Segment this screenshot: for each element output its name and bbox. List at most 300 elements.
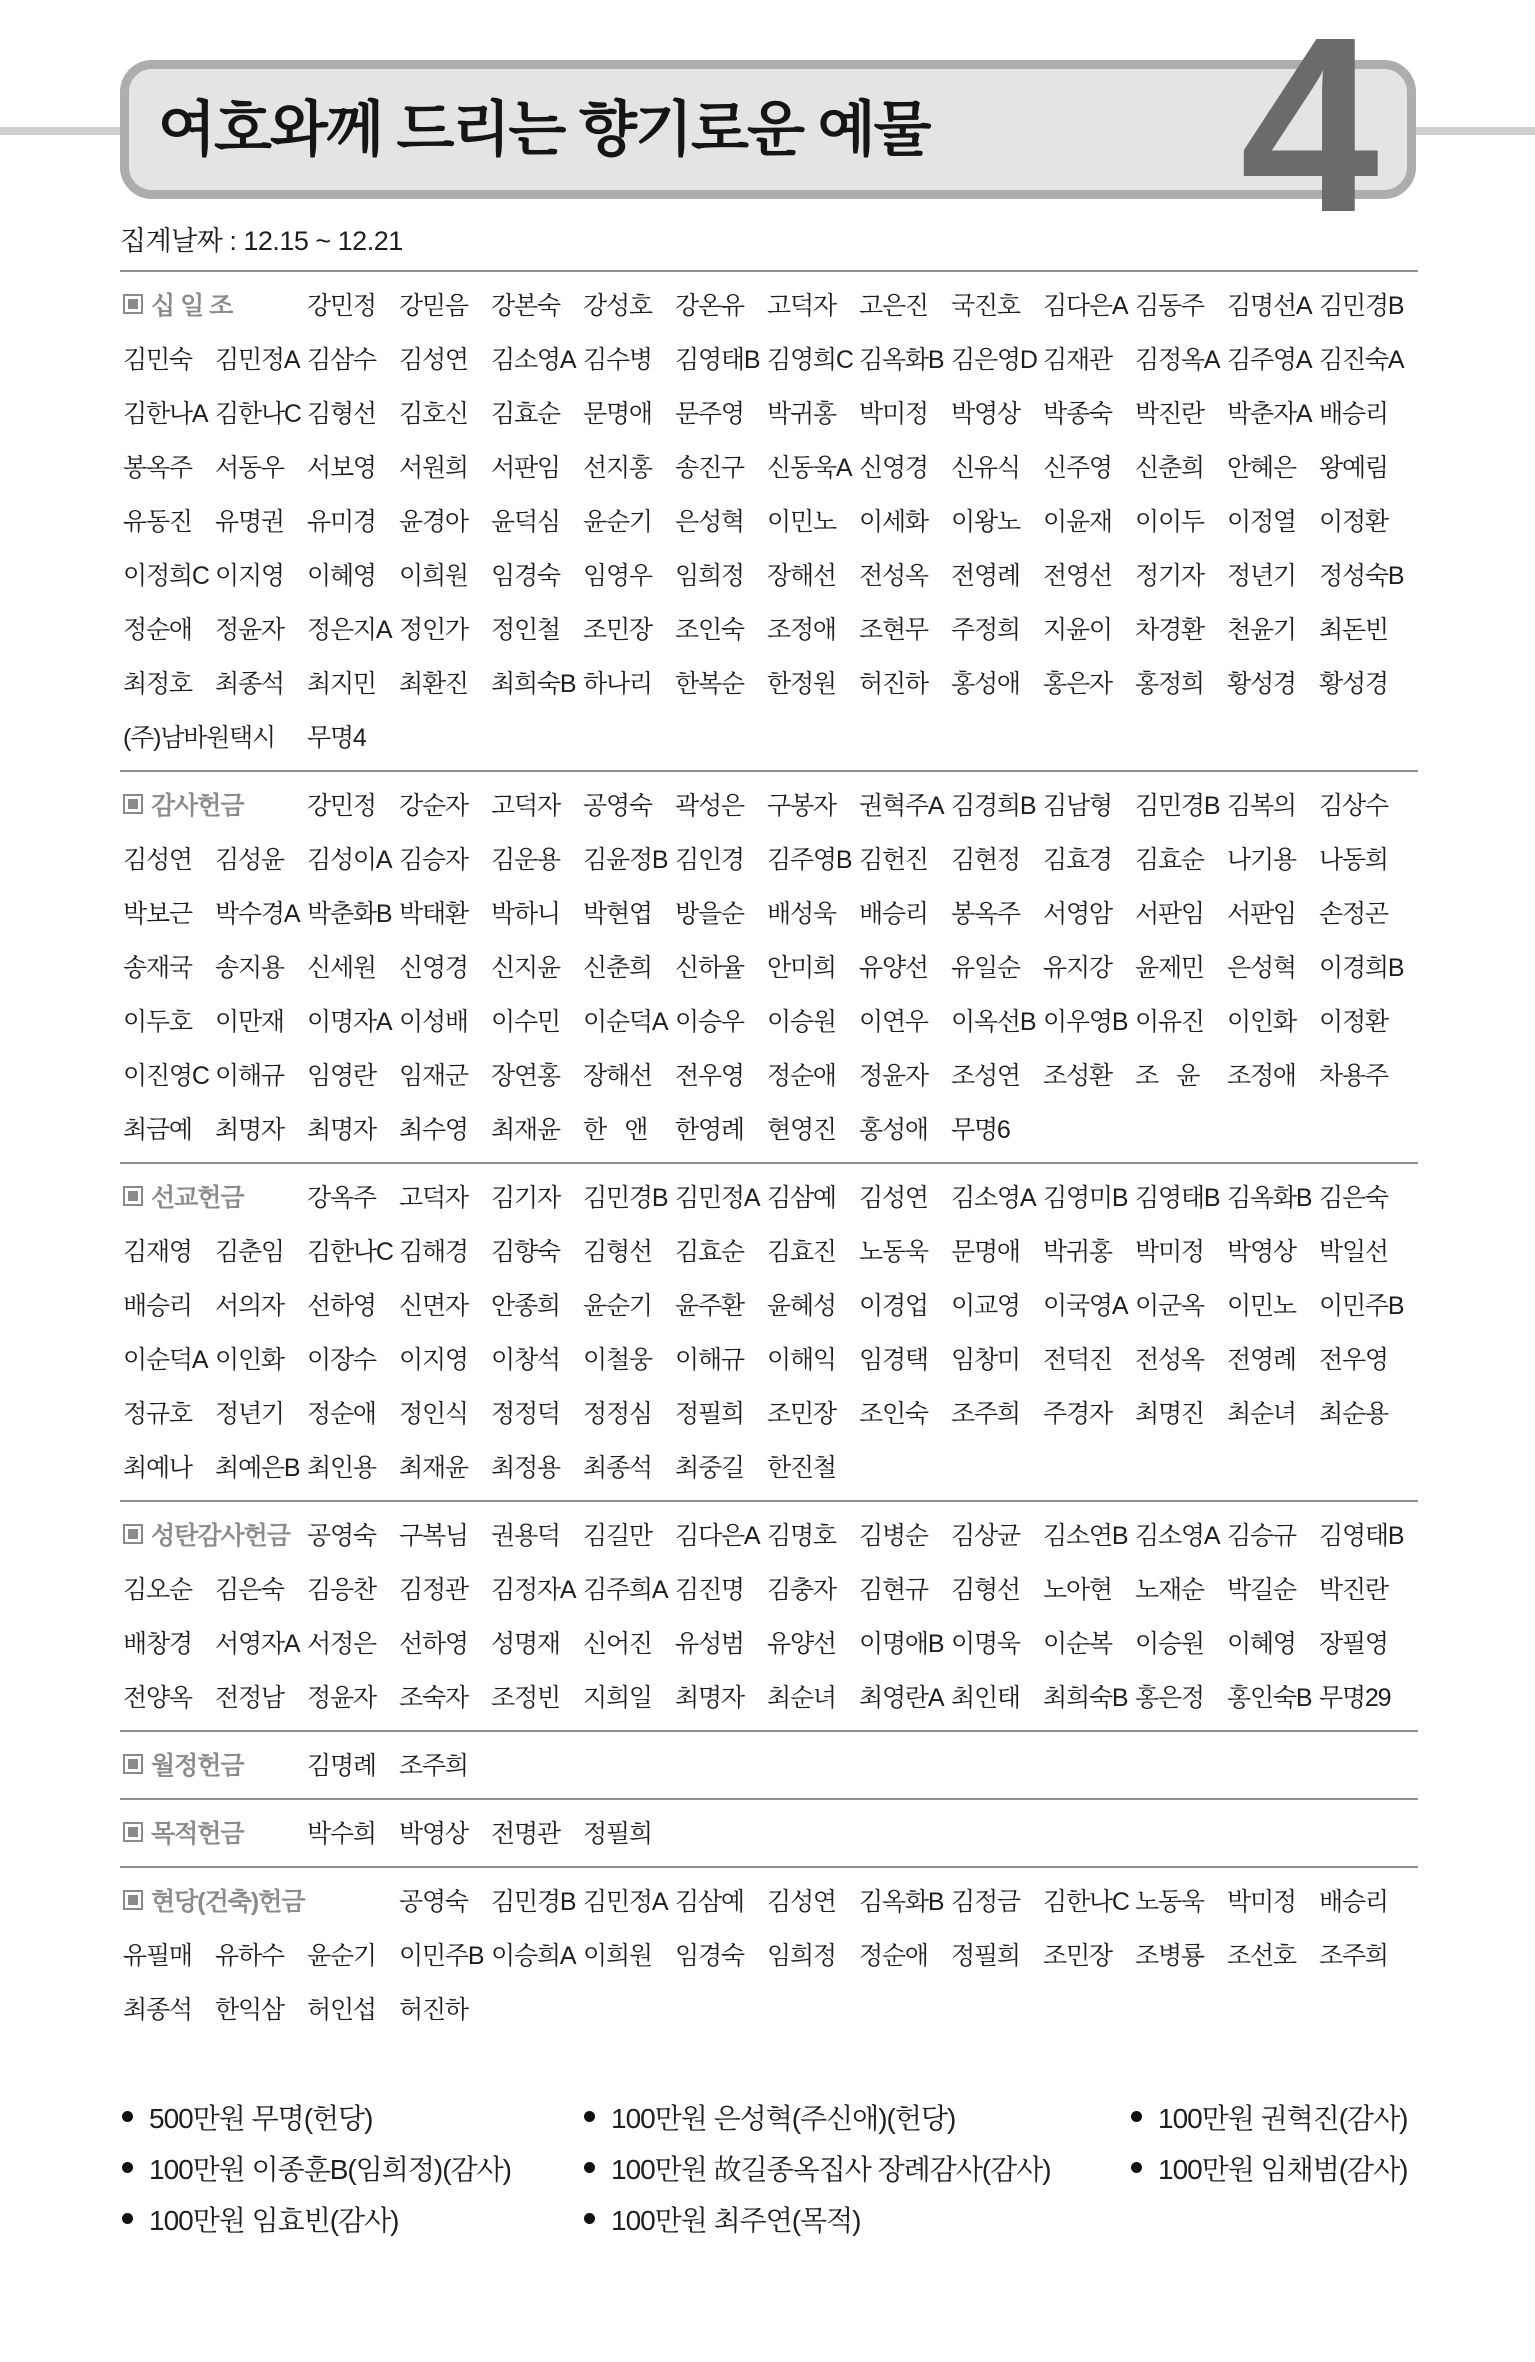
donor-name: 박영상	[1227, 1238, 1296, 1266]
donor-name: 김명호	[767, 1522, 836, 1550]
donor-name: 이혜영	[1227, 1630, 1296, 1658]
donor-name: 김동주	[1135, 292, 1204, 320]
donor-name: 최정호	[123, 670, 192, 698]
special-gift-text: 100만원 임채범(감사)	[1158, 2153, 1408, 2185]
donor-name: 김소영A	[1135, 1522, 1220, 1550]
donor-name: 이민주B	[1319, 1292, 1404, 1320]
donor-name: 이철웅	[583, 1346, 652, 1374]
donor-name: 이유진	[1135, 1008, 1204, 1036]
donor-name: 구복님	[399, 1522, 468, 1550]
donor-name: 고은진	[859, 292, 928, 320]
section-label	[123, 286, 307, 322]
square-bullet-icon	[123, 1186, 143, 1206]
donor-name: 공영숙	[399, 1888, 468, 1916]
donor-name: 정윤자	[859, 1062, 928, 1090]
donor-name: 김주희A	[583, 1576, 668, 1604]
donor-name: 김성연	[767, 1888, 836, 1916]
donor-name: 왕예림	[1319, 454, 1388, 482]
donor-name: 김길만	[583, 1522, 652, 1550]
donor-name: 김현규	[859, 1576, 928, 1604]
square-bullet-icon	[123, 1524, 143, 1544]
donor-name: 하나리	[583, 670, 652, 698]
donor-name: 신세원	[307, 954, 376, 982]
donor-name: 공영숙	[583, 792, 652, 820]
donor-name: 김삼예	[675, 1888, 744, 1916]
donor-name: 김소영A	[951, 1184, 1036, 1212]
donor-name: 전성옥	[859, 562, 928, 590]
donor-name: 봉옥주	[123, 454, 192, 482]
bullet-dot-icon	[1131, 2111, 1142, 2122]
donor-name: 박진란	[1135, 400, 1204, 428]
donor-name: 이희원	[583, 1942, 652, 1970]
donor-name: 이해익	[767, 1346, 836, 1374]
donor-name: 김향숙	[491, 1238, 560, 1266]
donor-name: 권혁주A	[859, 792, 944, 820]
donor-name: 이혜영	[307, 562, 376, 590]
section-label	[123, 786, 307, 822]
donor-name: 강민정	[307, 292, 376, 320]
donor-name: 임경숙	[675, 1942, 744, 1970]
donor-name: 노동욱	[1135, 1888, 1204, 1916]
donor-name: 홍성애	[859, 1116, 928, 1144]
section-label-text: 선교헌금	[151, 1184, 244, 1212]
donor-name: 나기용	[1227, 846, 1296, 874]
donor-name: 김정금	[951, 1888, 1020, 1916]
donor-name: 전영례	[951, 562, 1020, 590]
donor-name: 김운용	[491, 846, 560, 874]
donor-name: 이명애B	[859, 1630, 944, 1658]
donor-name: 신춘희	[1135, 454, 1204, 482]
special-gift-text: 100만원 이종훈B(임희정)(감사)	[149, 2153, 511, 2185]
donor-name: 유양선	[767, 1630, 836, 1658]
donor-name: 김영희C	[767, 346, 853, 374]
donor-name: 조주희	[1319, 1942, 1388, 1970]
donor-name: 유명권	[215, 508, 284, 536]
donor-name: 조 윤	[1135, 1062, 1200, 1090]
donor-name: 김영태B	[1319, 1522, 1404, 1550]
donor-name: 최명자	[307, 1116, 376, 1144]
donor-name: 배성욱	[767, 900, 836, 928]
donor-name: 김민경B	[1319, 292, 1404, 320]
donor-name: 이해규	[675, 1346, 744, 1374]
donor-name: 김남형	[1043, 792, 1112, 820]
donor-name: 송재국	[123, 954, 192, 982]
donor-name: 서원희	[399, 454, 468, 482]
donor-name: 김효순	[1135, 846, 1204, 874]
donor-name: 안종희	[491, 1292, 560, 1320]
donor-name: 안미희	[767, 954, 836, 982]
donor-name: 김상균	[951, 1522, 1020, 1550]
donor-name: 신지윤	[491, 954, 560, 982]
donor-name: 박춘자A	[1227, 400, 1312, 428]
bullet-dot-icon	[584, 2111, 595, 2122]
donor-name: 김승규	[1227, 1522, 1296, 1550]
donor-name: 이군옥	[1135, 1292, 1204, 1320]
donor-name: 조주희	[951, 1400, 1020, 1428]
donor-name: 김다은A	[1043, 292, 1128, 320]
donor-name: 정순애	[123, 616, 192, 644]
donor-name: 김민숙	[123, 346, 192, 374]
header-rule-left	[0, 127, 124, 135]
donor-name: 전명관	[491, 1820, 560, 1848]
donor-name: 김한나A	[123, 400, 208, 428]
donor-name: 이승원	[767, 1008, 836, 1036]
donor-name: 한진철	[767, 1454, 836, 1482]
donor-name: 박귀홍	[1043, 1238, 1112, 1266]
donor-name: (주)남바원택시	[123, 724, 275, 752]
donor-name: 서판임	[491, 454, 560, 482]
donor-name: 공영숙	[307, 1522, 376, 1550]
donor-name: 손정곤	[1319, 900, 1388, 928]
donor-name: 김민경B	[1135, 792, 1220, 820]
donor-name: 조민장	[767, 1400, 836, 1428]
donor-name: 김소영A	[491, 346, 576, 374]
donor-name: 임재군	[399, 1062, 468, 1090]
donor-name: 봉옥주	[951, 900, 1020, 928]
donor-name: 임희정	[767, 1942, 836, 1970]
donor-name: 장해선	[583, 1062, 652, 1090]
donor-name: 정순애	[307, 1400, 376, 1428]
donor-name: 이명욱	[951, 1630, 1020, 1658]
donor-name: 나동희	[1319, 846, 1388, 874]
donor-name: 최희숙B	[1043, 1684, 1128, 1712]
donor-name: 김효진	[767, 1238, 836, 1266]
donor-name: 김삼수	[307, 346, 376, 374]
donor-name: 김옥화B	[1227, 1184, 1312, 1212]
donor-name: 윤혜성	[767, 1292, 836, 1320]
donor-name: 임영우	[583, 562, 652, 590]
special-gift-item	[584, 2091, 1104, 2142]
donor-name: 이순복	[1043, 1630, 1112, 1658]
donor-name: 최돈빈	[1319, 616, 1388, 644]
donor-name: 강본숙	[491, 292, 560, 320]
section-label-text: 십 일 조	[151, 292, 233, 320]
donor-name: 김민경B	[491, 1888, 576, 1916]
name-grid	[123, 277, 1418, 763]
donor-name: 정필희	[583, 1820, 652, 1848]
special-gift-text: 100만원 임효빈(감사)	[149, 2204, 399, 2236]
special-gift-item	[584, 2193, 1104, 2244]
donor-name: 최예나	[123, 1454, 192, 1482]
donor-name: 김민정A	[583, 1888, 668, 1916]
special-gift-item	[1131, 2142, 1511, 2193]
donor-name: 김한나C	[215, 400, 301, 428]
donor-name: 박미정	[1227, 1888, 1296, 1916]
bullet-dot-icon	[1131, 2162, 1142, 2173]
donor-name: 신유식	[951, 454, 1020, 482]
donor-name: 노아현	[1043, 1576, 1112, 1604]
donor-name: 고덕자	[491, 792, 560, 820]
section-label-text: 월정헌금	[151, 1752, 244, 1780]
donor-name: 현영진	[767, 1116, 836, 1144]
donor-name: 김정자A	[491, 1576, 576, 1604]
donor-name: 선지홍	[583, 454, 652, 482]
donor-name: 최환진	[399, 670, 468, 698]
donor-name: 서의자	[215, 1292, 284, 1320]
donor-name: 지희일	[583, 1684, 652, 1712]
donor-name: 이정열	[1227, 508, 1296, 536]
special-gift-text: 100만원 은성혁(주신애)(헌당)	[611, 2102, 956, 2134]
donor-name: 김성연	[859, 1184, 928, 1212]
donor-name: 박일선	[1319, 1238, 1388, 1266]
square-bullet-icon	[123, 294, 143, 314]
donor-name: 최수영	[399, 1116, 468, 1144]
donor-name: 정윤자	[215, 616, 284, 644]
donor-name: 이정환	[1319, 1008, 1388, 1036]
donor-name: 조숙자	[399, 1684, 468, 1712]
donor-name: 한정원	[767, 670, 836, 698]
donor-name: 임영란	[307, 1062, 376, 1090]
donor-name: 최명자	[215, 1116, 284, 1144]
donor-name: 신면자	[399, 1292, 468, 1320]
donor-name: 박진란	[1319, 1576, 1388, 1604]
special-gift-text: 100만원 권혁진(감사)	[1158, 2102, 1408, 2134]
donor-name: 배승리	[1319, 400, 1388, 428]
donor-name: 최영란A	[859, 1684, 944, 1712]
donor-name: 강민정	[307, 792, 376, 820]
donor-name: 김형선	[583, 1238, 652, 1266]
donor-name: 권용덕	[491, 1522, 560, 1550]
donor-name: 유필매	[123, 1942, 192, 1970]
donor-name: 김충자	[767, 1576, 836, 1604]
donor-name: 이우영B	[1043, 1008, 1128, 1036]
donor-name: 박영상	[951, 400, 1020, 428]
donor-name: 김은숙	[215, 1576, 284, 1604]
donor-name: 정필희	[675, 1400, 744, 1428]
donor-name: 전성옥	[1135, 1346, 1204, 1374]
donor-name: 정규호	[123, 1400, 192, 1428]
donor-name: 최인용	[307, 1454, 376, 1482]
donor-name: 조정애	[767, 616, 836, 644]
donor-name: 신영경	[399, 954, 468, 982]
special-gift-item	[122, 2091, 562, 2142]
donor-name: 지윤이	[1043, 616, 1112, 644]
donor-name: 김재관	[1043, 346, 1112, 374]
donor-name: 김성연	[123, 846, 192, 874]
donor-name: 성명재	[491, 1630, 560, 1658]
donor-name: 정년기	[215, 1400, 284, 1428]
donor-name: 서정은	[307, 1630, 376, 1658]
donor-name: 최명진	[1135, 1400, 1204, 1428]
donor-name: 김승자	[399, 846, 468, 874]
donor-name: 김병순	[859, 1522, 928, 1550]
donor-name: 최지민	[307, 670, 376, 698]
donor-name: 김옥화B	[859, 346, 944, 374]
donor-name: 유지강	[1043, 954, 1112, 982]
donor-name: 조민장	[1043, 1942, 1112, 1970]
donor-name: 최순용	[1319, 1400, 1388, 1428]
bullet-dot-icon	[122, 2162, 133, 2173]
donor-name: 박수경A	[215, 900, 300, 928]
special-gift-text: 100만원 故길종옥집사 장례감사(감사)	[611, 2153, 1051, 2185]
section-label	[123, 1746, 307, 1782]
donor-name: 최순녀	[767, 1684, 836, 1712]
donor-name: 이창석	[491, 1346, 560, 1374]
donor-name: 이인화	[1227, 1008, 1296, 1036]
donor-name: 이장수	[307, 1346, 376, 1374]
donor-name: 김소연B	[1043, 1522, 1128, 1550]
header-rule-right	[1412, 127, 1535, 135]
donor-name: 최종석	[123, 1996, 192, 2024]
donor-name: 임경숙	[491, 562, 560, 590]
square-bullet-icon	[123, 1822, 143, 1842]
section-label	[123, 1178, 307, 1214]
donor-name: 방을순	[675, 900, 744, 928]
special-gift-item	[584, 2142, 1104, 2193]
section-label	[123, 1814, 307, 1850]
donor-name: 신주영	[1043, 454, 1112, 482]
donor-name: 정필희	[951, 1942, 1020, 1970]
donor-name: 신어진	[583, 1630, 652, 1658]
special-gifts-column	[122, 2091, 562, 2244]
donor-name: 서영암	[1043, 900, 1112, 928]
donor-name: 이두호	[123, 1008, 192, 1036]
square-bullet-icon	[123, 794, 143, 814]
donor-name: 이정환	[1319, 508, 1388, 536]
donor-name: 박귀홍	[767, 400, 836, 428]
special-gift-item	[122, 2193, 562, 2244]
donor-name: 송지용	[215, 954, 284, 982]
donor-name: 유양선	[859, 954, 928, 982]
donor-name: 전우영	[675, 1062, 744, 1090]
donor-name: 김인경	[675, 846, 744, 874]
donor-name: 윤제민	[1135, 954, 1204, 982]
donor-name: 조정애	[1227, 1062, 1296, 1090]
donor-name: 최종석	[215, 670, 284, 698]
donor-name: 정순애	[767, 1062, 836, 1090]
special-gifts-column	[1131, 2091, 1511, 2193]
donor-name: 유일순	[951, 954, 1020, 982]
donor-name: 무명29	[1319, 1684, 1391, 1712]
donor-name: 최종석	[583, 1454, 652, 1482]
bullet-dot-icon	[584, 2213, 595, 2224]
page-title: 여호와께 드리는 향기로운 예물	[158, 96, 930, 163]
donor-name: 박수희	[307, 1820, 376, 1848]
donor-name: 박현엽	[583, 900, 652, 928]
donor-name: 최재윤	[491, 1116, 560, 1144]
donor-name: 윤순기	[583, 1292, 652, 1320]
mission-offering-section	[120, 1162, 1418, 1500]
donor-name: 한 앤	[583, 1116, 648, 1144]
donor-name: 이승우	[675, 1008, 744, 1036]
donor-name: 이명자A	[307, 1008, 392, 1036]
donor-name: 김형선	[951, 1576, 1020, 1604]
donor-name: 최인태	[951, 1684, 1020, 1712]
donor-name: 전정남	[215, 1684, 284, 1712]
donor-name: 강옥주	[307, 1184, 376, 1212]
donor-name: 한복순	[675, 670, 744, 698]
donor-name: 강성호	[583, 292, 652, 320]
donor-name: 정인가	[399, 616, 468, 644]
name-grid	[123, 777, 1418, 1155]
donor-name: 홍인숙B	[1227, 1684, 1312, 1712]
donor-name: 최명자	[675, 1684, 744, 1712]
donor-name: 김상수	[1319, 792, 1388, 820]
donor-name: 전영례	[1227, 1346, 1296, 1374]
donor-name: 이세화	[859, 508, 928, 536]
donor-name: 강온유	[675, 292, 744, 320]
donor-name: 허진하	[859, 670, 928, 698]
donor-name: 문명애	[951, 1238, 1020, 1266]
donor-name: 문명애	[583, 400, 652, 428]
section-label-text: 현당(건축)헌금	[151, 1888, 305, 1916]
donor-name: 조성환	[1043, 1062, 1112, 1090]
donor-name: 전우영	[1319, 1346, 1388, 1374]
bullet-dot-icon	[584, 2162, 595, 2173]
donor-name: 김영태B	[1135, 1184, 1220, 1212]
donor-name: 이왕노	[951, 508, 1020, 536]
donor-name: 임경택	[859, 1346, 928, 1374]
thanksgiving-offering-section	[120, 770, 1418, 1162]
donor-name: 김경희B	[951, 792, 1036, 820]
donor-name: 조인숙	[675, 616, 744, 644]
donor-name: 이승희A	[491, 1942, 576, 1970]
donor-name: 홍은자	[1043, 670, 1112, 698]
donor-name: 김한나C	[307, 1238, 393, 1266]
donor-name: 이지영	[399, 1346, 468, 1374]
donor-name: 김영태B	[675, 346, 760, 374]
donor-name: 선하영	[307, 1292, 376, 1320]
bullet-dot-icon	[122, 2111, 133, 2122]
donor-name: 임창미	[951, 1346, 1020, 1374]
donor-name: 장필영	[1319, 1630, 1388, 1658]
donor-name: 정성숙B	[1319, 562, 1404, 590]
donor-name: 김효순	[675, 1238, 744, 1266]
donor-name: 주정희	[951, 616, 1020, 644]
section-label-text: 목적헌금	[151, 1820, 244, 1848]
section-label	[123, 1882, 399, 1918]
donor-name: 한영례	[675, 1116, 744, 1144]
donor-name: 홍정희	[1135, 670, 1204, 698]
donor-name: 이민주B	[399, 1942, 484, 1970]
donor-name: 박하니	[491, 900, 560, 928]
bullet-dot-icon	[122, 2213, 133, 2224]
donor-name: 차경환	[1135, 616, 1204, 644]
donor-name: 윤순기	[583, 508, 652, 536]
donor-name: 최예은B	[215, 1454, 300, 1482]
issue-number: 4	[1240, 0, 1380, 264]
donor-name: 김복의	[1227, 792, 1296, 820]
donor-name: 김윤정B	[583, 846, 668, 874]
donor-name: 이경희B	[1319, 954, 1404, 982]
name-grid	[123, 1737, 1418, 1791]
donor-name: 서보영	[307, 454, 376, 482]
donor-name: 선하영	[399, 1630, 468, 1658]
donor-name: 고덕자	[399, 1184, 468, 1212]
donor-name: 노동욱	[859, 1238, 928, 1266]
date-range: 집계날짜 : 12.15 ~ 12.21	[120, 226, 403, 256]
donor-name: 이지영	[215, 562, 284, 590]
designated-offering-section	[120, 1798, 1418, 1866]
donor-name: 정인식	[399, 1400, 468, 1428]
donor-name: 김응찬	[307, 1576, 376, 1604]
donor-name: 정년기	[1227, 562, 1296, 590]
donor-name: 김진명	[675, 1576, 744, 1604]
donor-name: 김민정A	[215, 346, 300, 374]
donor-name: 김명례	[307, 1752, 376, 1780]
donor-name: 문주영	[675, 400, 744, 428]
donor-name: 장해선	[767, 562, 836, 590]
donor-name: 서영자A	[215, 1630, 300, 1658]
donor-name: 김은숙	[1319, 1184, 1388, 1212]
donor-name: 조정빈	[491, 1684, 560, 1712]
donor-name: 이만재	[215, 1008, 284, 1036]
donor-name: 김정옥A	[1135, 346, 1220, 374]
donor-name: 박보근	[123, 900, 192, 928]
donor-name: 이순덕A	[583, 1008, 668, 1036]
name-grid	[123, 1169, 1418, 1493]
donor-name: 이교영	[951, 1292, 1020, 1320]
